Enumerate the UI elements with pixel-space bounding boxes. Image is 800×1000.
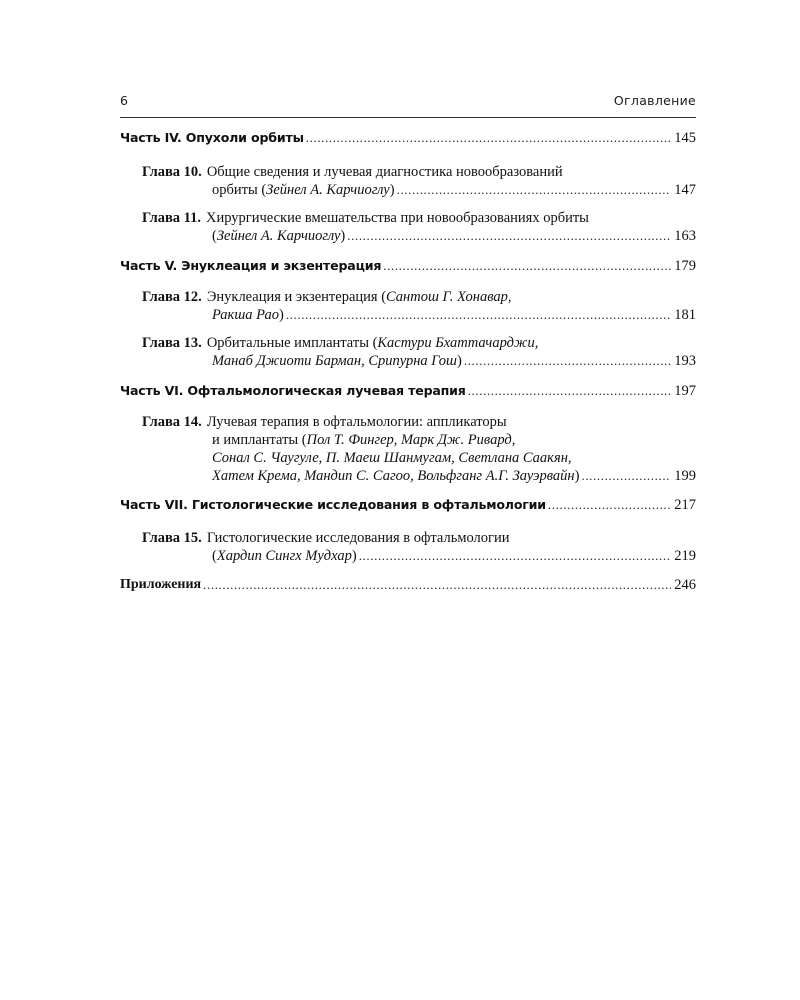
dot-leader <box>548 496 671 514</box>
dot-leader <box>347 227 671 245</box>
paren-close: ) <box>457 353 462 369</box>
page-ref: 199 <box>674 468 696 484</box>
toc-chapter-12 <box>142 288 696 306</box>
dot-leader <box>359 547 672 565</box>
chapter-label: Глава 10. <box>142 164 202 180</box>
chapter-authors: Пол Т. Фингер, Марк Дж. Ривард, <box>306 432 516 448</box>
dot-leader <box>468 382 672 400</box>
toc-chapter-13-cont <box>212 352 696 370</box>
part-title: Часть VI. Офтальмологическая лучевая терапия <box>120 383 466 398</box>
dot-leader <box>306 129 671 147</box>
part-title: Часть VII. Гистологические исследования в офтальмологии <box>120 497 546 512</box>
chapter-title: Хирургические вмешательства при новообразованиях орбиты <box>206 210 589 226</box>
toc-part-4 <box>120 129 696 147</box>
chapter-title: Энуклеация и экзентерация ( <box>206 289 387 305</box>
page-ref: 179 <box>674 258 696 274</box>
page-ref: 246 <box>674 577 696 593</box>
dot-leader <box>397 181 672 199</box>
chapter-label: Глава 12. <box>142 289 202 305</box>
chapter-authors: Кастури Бхаттачарджи, <box>377 335 539 351</box>
chapter-title-cont: и имплантаты ( <box>212 432 307 448</box>
header-rule <box>120 117 696 118</box>
chapter-authors-cont: Хатем Крема, Мандип С. Сагоо, Вольфганг А.Г. Зауэрвайн <box>212 468 575 484</box>
toc-chapter-14 <box>142 413 696 431</box>
toc-chapter-14-cont-2 <box>212 449 696 467</box>
paren-close: ) <box>278 307 284 323</box>
toc-chapter-15 <box>142 529 696 547</box>
toc-chapter-10 <box>142 163 696 181</box>
chapter-authors-cont: Ракша Рао <box>212 307 279 323</box>
page-ref: 197 <box>674 383 696 399</box>
toc-chapter-14-cont-3 <box>212 467 696 485</box>
appendix-title: Приложения <box>120 577 202 592</box>
running-header <box>120 93 696 111</box>
toc-chapter-14-cont-1 <box>212 431 696 449</box>
dot-leader <box>286 306 671 324</box>
page-ref: 147 <box>674 182 696 198</box>
page-number: 6 <box>120 93 128 108</box>
paren-close: ) <box>389 182 395 198</box>
paren-close: ) <box>340 228 346 244</box>
chapter-title: Лучевая терапия в офтальмологии: аппликаторы <box>206 414 507 430</box>
chapter-title: Общие сведения и лучевая диагностика новообразований <box>206 164 563 180</box>
dot-leader <box>383 257 671 275</box>
page-ref: 145 <box>674 130 696 146</box>
page-ref: 217 <box>674 497 696 513</box>
part-title: Часть IV. Опухоли орбиты <box>120 130 304 145</box>
chapter-authors: Зейнел А. Карчиоглу <box>216 228 341 244</box>
chapter-title: Орбитальные имплантаты ( <box>206 335 378 351</box>
page-ref: 193 <box>674 353 696 369</box>
toc-appendix <box>120 576 696 594</box>
running-title: Оглавление <box>613 93 696 108</box>
paren-close: ) <box>574 468 580 484</box>
chapter-authors-cont: Манаб Джиоти Барман, Срипурна Гош <box>212 353 457 369</box>
chapter-title: Гистологические исследования в офтальмологии <box>206 530 510 546</box>
page-ref: 181 <box>674 307 696 323</box>
page-ref: 163 <box>674 228 696 244</box>
toc-part-6 <box>120 382 696 400</box>
chapter-title-cont: орбиты ( <box>212 182 267 198</box>
toc-chapter-15-cont <box>212 547 696 565</box>
dot-leader <box>464 352 671 370</box>
toc-part-7 <box>120 496 696 514</box>
toc-chapter-12-cont <box>212 306 696 324</box>
chapter-label: Глава 13. <box>142 335 202 351</box>
paren-open: ( <box>212 548 217 564</box>
toc-chapter-11 <box>142 209 696 227</box>
chapter-authors: Зейнел А. Карчиоглу <box>266 182 390 198</box>
page-ref: 219 <box>674 548 696 564</box>
chapter-authors-cont: Сонал С. Чаугуле, П. Маеш Шанмугам, Светлана Саакян, <box>212 450 572 466</box>
paren-open: ( <box>212 228 217 244</box>
chapter-authors: Сантош Г. Хонавар, <box>386 289 512 305</box>
toc-chapter-11-cont <box>212 227 696 245</box>
toc-chapter-10-cont <box>212 181 696 199</box>
chapter-label: Глава 15. <box>142 530 202 546</box>
dot-leader <box>581 467 671 485</box>
chapter-label: Глава 11. <box>142 210 202 226</box>
toc-chapter-13 <box>142 334 696 352</box>
chapter-label: Глава 14. <box>142 414 202 430</box>
chapter-authors: Хардип Сингх Мудхар <box>216 548 352 564</box>
paren-close: ) <box>351 548 357 564</box>
toc-part-5 <box>120 257 696 275</box>
part-title: Часть V. Энуклеация и экзентерация <box>120 258 382 273</box>
dot-leader <box>203 576 671 594</box>
